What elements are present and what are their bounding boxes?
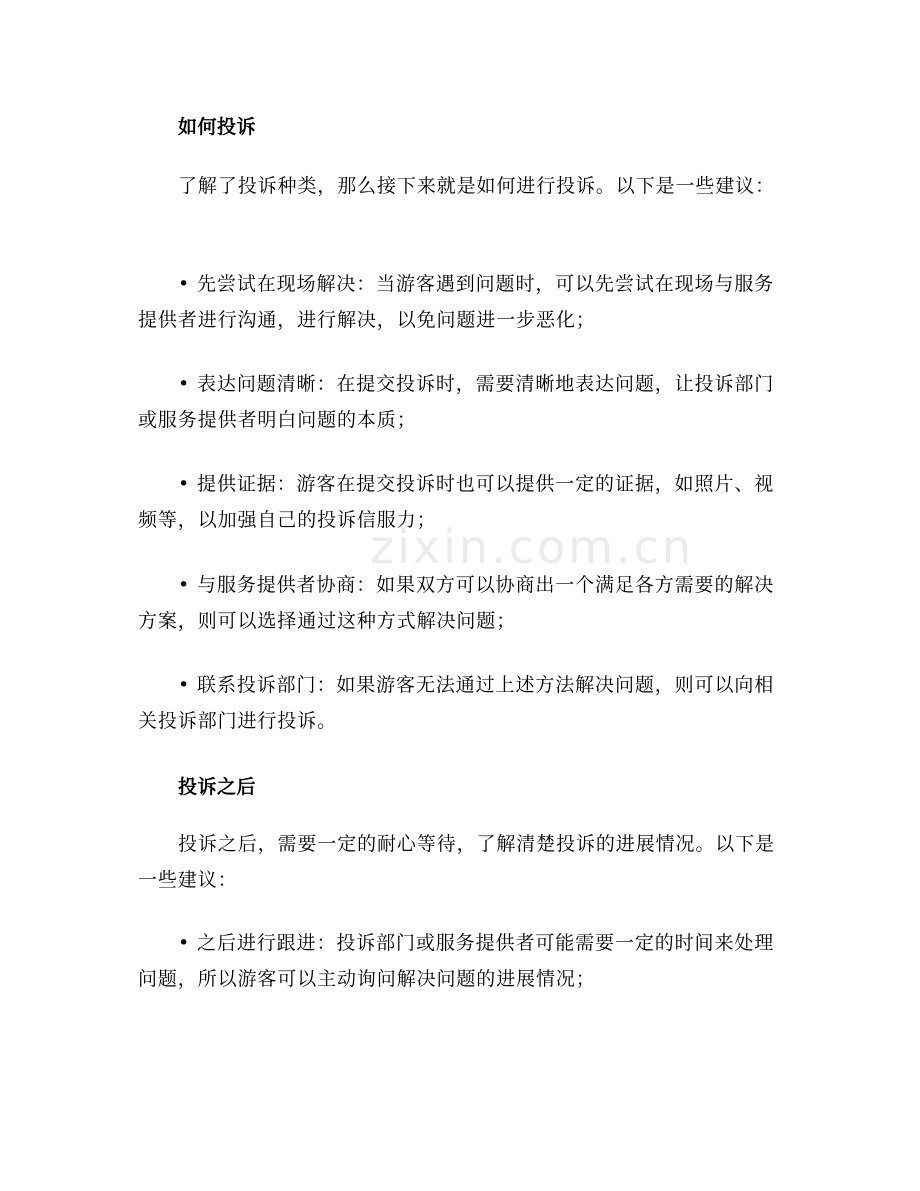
section1-intro-paragraph: 了解了投诉种类，那么接下来就是如何进行投诉。以下是一些建议： [178, 175, 776, 197]
list-item: • 先尝试在现场解决：当游客遇到问题时，可以先尝试在现场与服务提供者进行沟通，进行解决，以免问题进一步恶化； [138, 273, 775, 331]
list-item: • 提供证据：游客在提交投诉时也可以提供一定的证据，如照片、视频等，以加强自己的投诉信服力； [138, 473, 775, 531]
list-item: • 之后进行跟进：投诉部门或服务提供者可能需要一定的时间来处理问题，所以游客可以主动询问解决问题的进展情况； [138, 932, 775, 990]
list-item: • 表达问题清晰：在提交投诉时，需要清晰地表达问题，让投诉部门或服务提供者明白问题的本质； [138, 373, 775, 431]
section2-intro-paragraph: 投诉之后，需要一定的耐心等待，了解清楚投诉的进展情况。以下是一些建议： [138, 833, 776, 891]
list-item: • 与服务提供者协商：如果双方可以协商出一个满足各方需要的解决方案，则可以选择通过这种方式解决问题； [138, 574, 775, 632]
watermark: zixin.com.cn [370, 520, 695, 574]
list-item: • 联系投诉部门：如果游客无法通过上述方法解决问题，则可以向相关投诉部门进行投诉。 [138, 674, 775, 732]
section-heading-after-complaint: 投诉之后 [178, 776, 257, 798]
section-heading-how-to-complain: 如何投诉 [178, 116, 257, 138]
